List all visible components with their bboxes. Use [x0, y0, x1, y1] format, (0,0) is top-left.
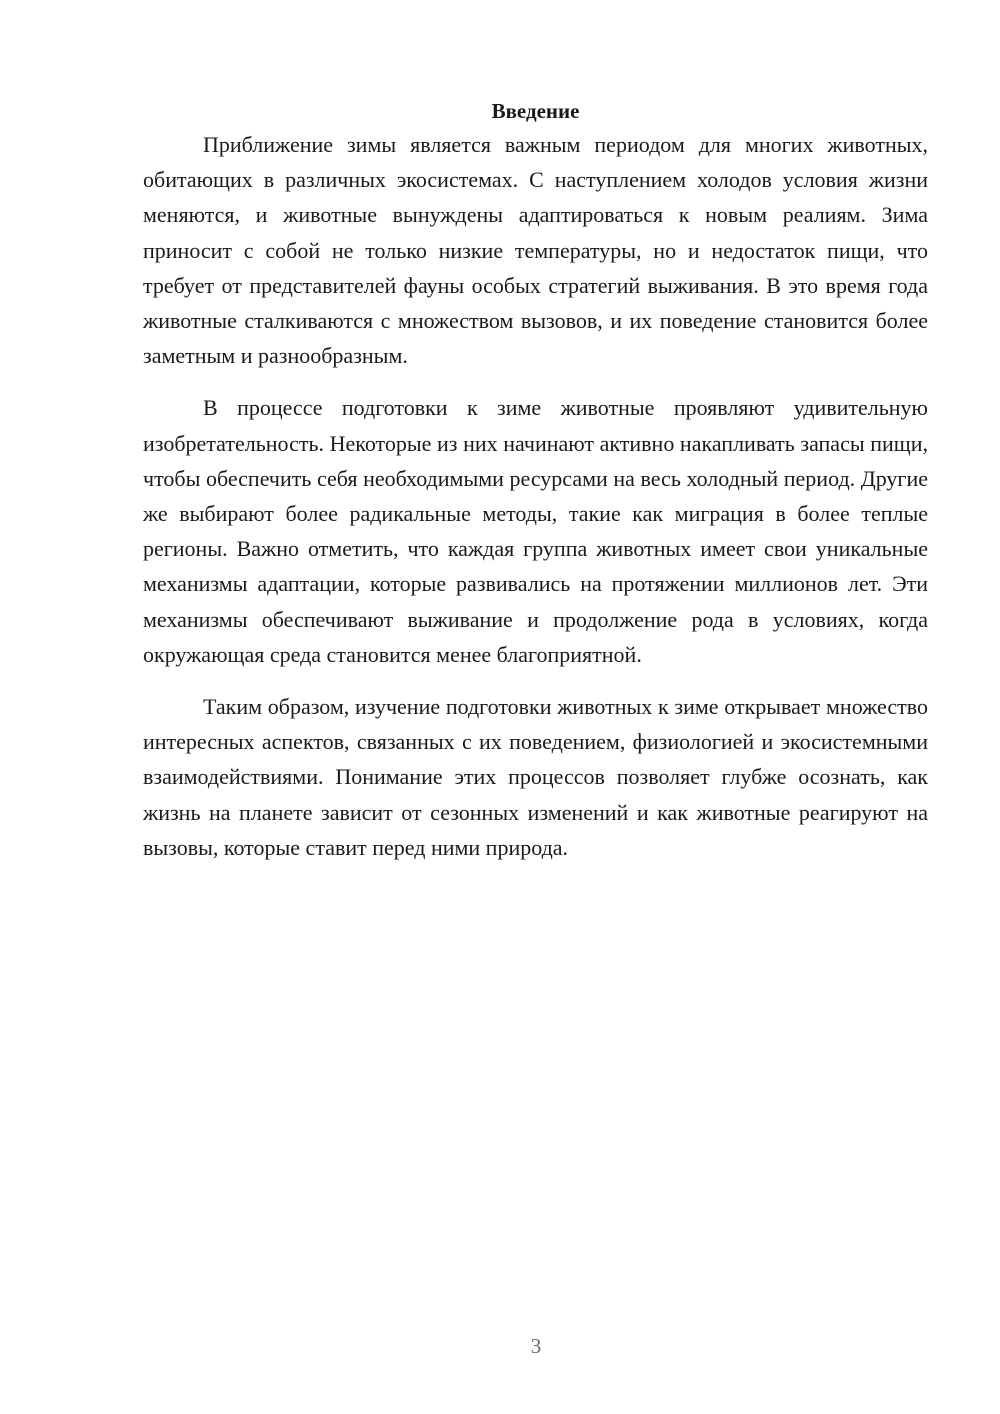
page-number: 3	[530, 1334, 542, 1358]
paragraph-preparation: В процессе подготовки к зиме животные проявляют удивительную изобретательность. Некоторые из них начинают активно накапливать запасы пищи, чтобы обеспечить себя необходимыми ресурсами на весь холодный период. Другие же выбирают более радикальные методы, такие как миграция в более теплые регионы. Важно отметить, что каждая группа животных имеет свои уникальные механизмы адаптации, которые развивались на протяжении миллионов лет. Эти механизмы обеспечивают выживание и продолжение рода в условиях, когда окружающая среда становится менее благоприятной.	[143, 395, 928, 667]
paragraph-intro: Приближение зимы является важным периодом для многих животных, обитающих в различных экосистемах. С наступлением холодов условия жизни меняются, и животные вынуждены адаптироваться к новым реалиям. Зима приносит с собой не только низкие температуры, но и недостаток пищи, что требует от представителей фауны особых стратегий выживания. В это время года животные сталкиваются с множеством вызовов, и их поведение становится более заметным и разнообразным.	[143, 132, 928, 369]
page-body	[143, 95, 928, 865]
paragraph-conclusion: Таким образом, изучение подготовки животных к зиме открывает множество интересных аспектов, связанных с их поведением, физиологией и экосистемными взаимодействиями. Понимание этих процессов позволяет глубже осознать, как жизнь на планете зависит от сезонных изменений и как животные реагируют на вызовы, которые ставит перед ними природа.	[143, 694, 928, 860]
section-title: Введение	[491, 99, 580, 123]
